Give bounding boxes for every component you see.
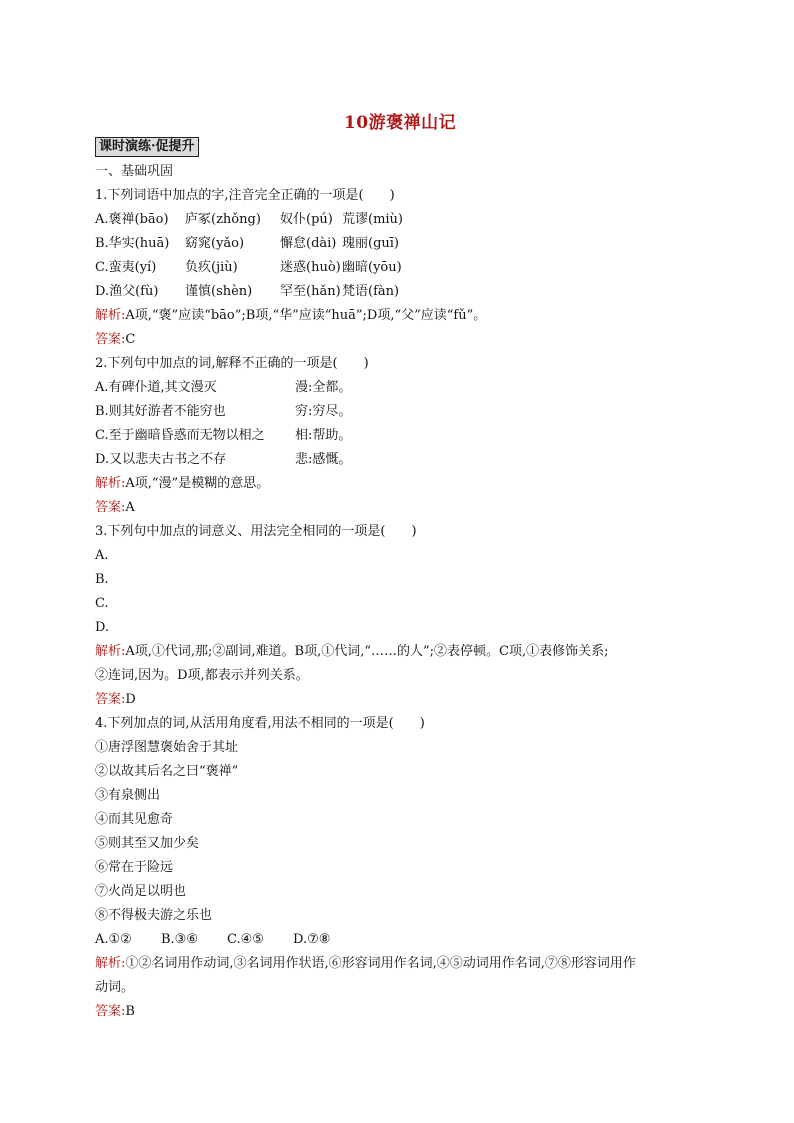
q1-option-c-4: 幽暗(yōu): [342, 260, 402, 275]
q4-item-5: ⑤则其至又加少矣: [95, 836, 200, 851]
q4-item-7: ⑦火尚足以明也: [95, 884, 187, 899]
q2-option-a-sentence: A.有碑仆道,其文漫灭: [95, 380, 217, 395]
q4-item-1: ①唐浮图慧褒始舍于其址: [95, 740, 239, 755]
q1-stem: 1.下列词语中加点的字,注音完全正确的一项是( ): [95, 188, 395, 203]
q1-option-d-3: 罕至(hǎn): [280, 284, 341, 299]
q1-analysis: [95, 304, 695, 328]
q4-analysis-label: 解析:: [95, 956, 126, 971]
q2-option-a: [95, 376, 695, 400]
q2-option-b-sentence: B.则其好游者不能穷也: [95, 404, 226, 419]
content: [95, 160, 695, 1024]
q1-option-a-3: 奴仆(pú): [280, 212, 333, 227]
q2-stem: 2.下列句中加点的词,解释不正确的一项是( ): [95, 356, 369, 371]
q3-answer-value: D: [125, 692, 136, 707]
q4-choices: [95, 928, 695, 952]
q2-analysis: [95, 472, 695, 496]
q4-analysis-line-1: [95, 952, 695, 976]
q1-option-a-4: 荒谬(miù): [342, 212, 404, 227]
q1-option-b-2: 窈窕(yǎo): [185, 236, 245, 251]
q4-item-8: ⑧不得极夫游之乐也: [95, 908, 213, 923]
q3-analysis-line-1: [95, 640, 695, 664]
q3-option-d: D.: [95, 620, 110, 635]
q1-option-b: [95, 232, 695, 256]
page-title: 10游褒禅山记: [343, 113, 457, 133]
q3-answer-label: 答案:: [95, 692, 126, 707]
q2-option-d-gloss: 悲:感慨。: [295, 452, 352, 467]
q2-option-c: [95, 424, 695, 448]
q4-answer-value: B: [125, 1004, 135, 1019]
q1-answer-value: C: [125, 332, 136, 347]
q4-item-4: ④而其见愈奇: [95, 812, 174, 827]
q3-option-a: A.: [95, 548, 109, 563]
q4-stem: 4.下列加点的词,从活用角度看,用法不相同的一项是( ): [95, 716, 425, 731]
q1-option-b-3: 懈怠(dài): [280, 236, 337, 251]
q2-option-c-sentence: C.至于幽暗昏惑而无物以相之: [95, 428, 265, 443]
section-heading: 一、基础巩固: [95, 164, 174, 179]
q2-answer: [95, 496, 695, 520]
q2-option-b-gloss: 穷:穷尽。: [295, 404, 352, 419]
q3-analysis-label: 解析:: [95, 644, 126, 659]
q4-choice-a: A.①②: [95, 932, 132, 947]
q3-option-b: B.: [95, 572, 109, 587]
q2-option-d: [95, 448, 695, 472]
q1-option-b-1: B.华实(huā): [95, 236, 170, 251]
q1-option-d-2: 谨慎(shèn): [185, 284, 253, 299]
q1-option-c-3: 迷惑(huò): [280, 260, 341, 275]
q1-option-c-2: 负疚(jiù): [185, 260, 238, 275]
q2-analysis-label: 解析:: [95, 476, 126, 491]
q1-option-a-1: A.褒禅(bāo): [95, 212, 169, 227]
q4-item-3: ③有泉侧出: [95, 788, 161, 803]
q4-analysis-line-2: 动词。: [95, 980, 135, 995]
q4-choice-d: D.⑦⑧: [293, 932, 331, 947]
q1-option-a-2: 庐冢(zhǒng): [185, 212, 261, 227]
q1-option-d-4: 梵语(fàn): [342, 284, 400, 299]
q1-analysis-text: A项,“褒”应读“bāo”;B项,“华”应读“huā”;D项,“父”应读“fǔ”。: [125, 308, 487, 323]
q1-analysis-label: 解析:: [95, 308, 126, 323]
q4-analysis-text-1: ①②名词用作动词,③名词用作状语,⑥形容词用作名词,④⑤动词用作名词,⑦⑧形容词用作: [125, 956, 636, 971]
q2-option-c-gloss: 相:帮助。: [295, 428, 352, 443]
q2-answer-label: 答案:: [95, 500, 126, 515]
q2-answer-value: A: [125, 500, 135, 515]
q4-answer: [95, 1000, 695, 1024]
q1-option-d-1: D.渔父(fù): [95, 284, 159, 299]
q3-option-c: C.: [95, 596, 109, 611]
q2-option-a-gloss: 漫:全都。: [295, 380, 352, 395]
q1-option-b-4: 瑰丽(guī): [342, 236, 399, 251]
q3-stem: 3.下列句中加点的词意义、用法完全相同的一项是( ): [95, 524, 417, 539]
q4-answer-label: 答案:: [95, 1004, 126, 1019]
q3-analysis-text-1: A项,①代词,那;②副词,难道。B项,①代词,“……的人”;②表停顿。C项,①表修饰关系;: [125, 644, 609, 659]
q1-answer-label: 答案:: [95, 332, 126, 347]
q1-answer: [95, 328, 695, 352]
q4-item-2: ②以故其后名之曰“褒禅”: [95, 764, 239, 779]
q1-option-c: [95, 256, 695, 280]
q2-option-b: [95, 400, 695, 424]
q1-option-d: [95, 280, 695, 304]
q1-option-c-1: C.蛮夷(yí): [95, 260, 157, 275]
q2-option-d-sentence: D.又以悲夫古书之不存: [95, 452, 227, 467]
q4-choice-b: B.③⑥: [161, 932, 198, 947]
q3-answer: [95, 688, 695, 712]
q1-option-a: [95, 208, 695, 232]
q2-analysis-text: A项,“漫”是模糊的意思。: [125, 476, 270, 491]
q4-item-6: ⑥常在于险远: [95, 860, 174, 875]
section-badge: 课时演练·促提升: [95, 137, 199, 157]
q3-analysis-line-2: ②连词,因为。D项,都表示并列关系。: [95, 668, 309, 683]
q4-choice-c: C.④⑤: [227, 932, 264, 947]
